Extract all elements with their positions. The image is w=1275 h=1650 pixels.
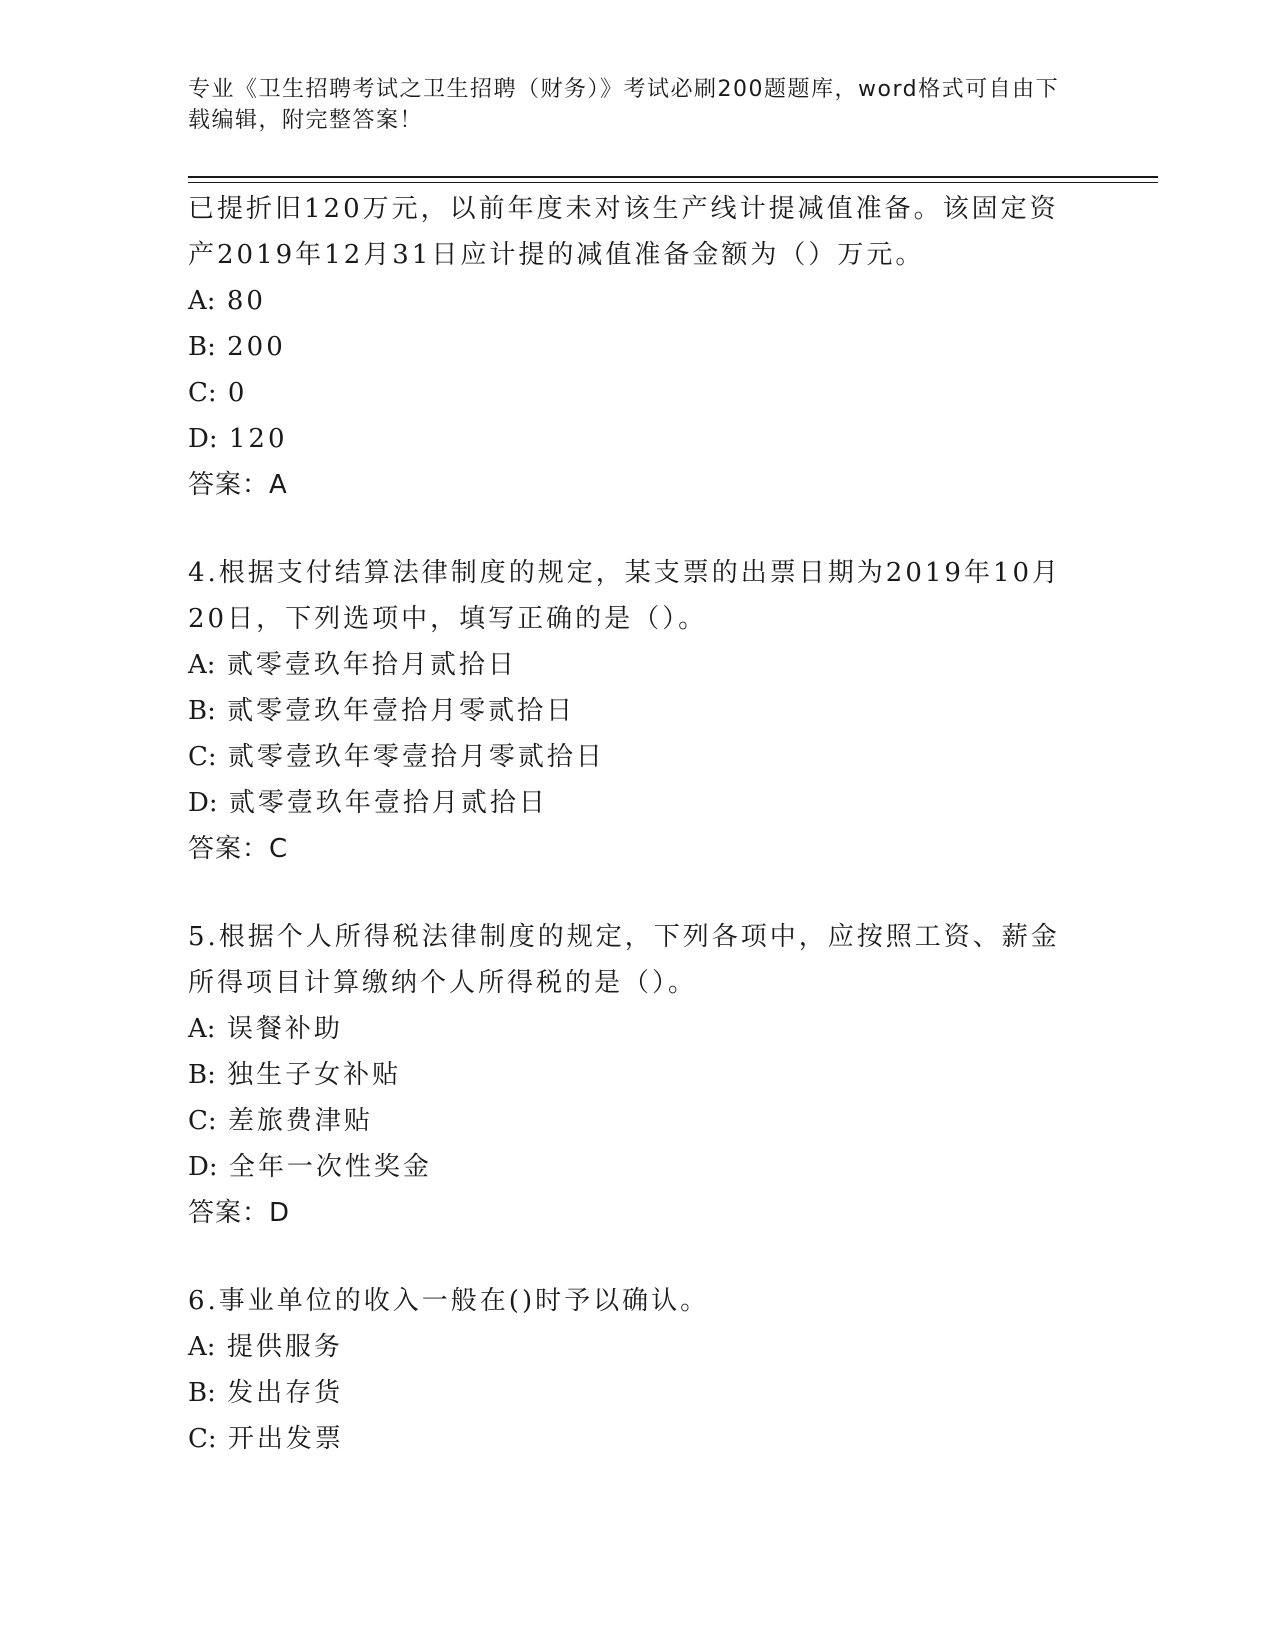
option-letter: B: bbox=[188, 1378, 216, 1408]
question-spacer bbox=[188, 1236, 1078, 1278]
option-letter: D: bbox=[188, 1152, 218, 1182]
option-letter: A: bbox=[188, 1332, 216, 1362]
answer-option bbox=[188, 780, 1078, 826]
option-letter: B: bbox=[188, 332, 216, 362]
option-letter: C: bbox=[188, 1424, 217, 1454]
option-text: 0 bbox=[227, 378, 248, 408]
question-stem-line: 已提折旧120万元，以前年度未对该生产线计提减值准备。该固定资 bbox=[188, 194, 1059, 224]
answer-option bbox=[188, 1098, 1078, 1144]
answer-option bbox=[188, 1006, 1078, 1052]
question-stem-line: 5.根据个人所得税法律制度的规定，下列各项中，应按照工资、薪金 bbox=[188, 922, 1060, 952]
question-block bbox=[188, 1278, 1078, 1462]
option-text: 独生子女补贴 bbox=[227, 1060, 402, 1090]
header-rule-thin bbox=[188, 182, 1158, 183]
option-text: 贰零壹玖年壹拾月零贰拾日 bbox=[227, 696, 576, 726]
option-letter: C: bbox=[188, 742, 217, 772]
question-block bbox=[188, 186, 1078, 508]
option-letter: B: bbox=[188, 696, 216, 726]
option-letter: D: bbox=[188, 788, 218, 818]
question-stem-line: 所得项目计算缴纳个人所得税的是（）。 bbox=[188, 968, 698, 998]
answer-key: 答案：A bbox=[188, 470, 288, 500]
option-text: 全年一次性奖金 bbox=[228, 1152, 432, 1182]
answer-key: 答案：C bbox=[188, 834, 289, 864]
question-stem-line: 6.事业单位的收入一般在()时予以确认。 bbox=[188, 1286, 710, 1316]
answer-option bbox=[188, 1144, 1078, 1190]
option-text: 发出存货 bbox=[227, 1378, 344, 1408]
option-letter: C: bbox=[188, 378, 217, 408]
option-text: 差旅费津贴 bbox=[227, 1106, 373, 1136]
answer-option bbox=[188, 278, 1078, 324]
answer-option bbox=[188, 688, 1078, 734]
question-stem-line: 20日，下列选项中，填写正确的是（）。 bbox=[188, 604, 708, 634]
header-rule-thick bbox=[188, 176, 1158, 178]
answer-option bbox=[188, 416, 1078, 462]
option-text: 200 bbox=[227, 332, 286, 362]
option-text: 贰零壹玖年零壹拾月零贰拾日 bbox=[227, 742, 605, 772]
option-text: 提供服务 bbox=[226, 1332, 343, 1362]
question-block bbox=[188, 914, 1078, 1236]
option-text: 120 bbox=[228, 424, 288, 454]
option-letter: C: bbox=[188, 1106, 217, 1136]
option-letter: A: bbox=[188, 1014, 216, 1044]
option-text: 误餐补助 bbox=[226, 1014, 343, 1044]
answer-option bbox=[188, 1416, 1078, 1462]
option-letter: A: bbox=[188, 286, 216, 316]
option-text: 开出发票 bbox=[227, 1424, 344, 1454]
option-letter: A: bbox=[188, 650, 216, 680]
answer-key: 答案：D bbox=[188, 1198, 291, 1228]
question-stem-line: 产2019年12月31日应计提的减值准备金额为（）万元。 bbox=[188, 240, 925, 270]
answer-option bbox=[188, 642, 1078, 688]
answer-option bbox=[188, 324, 1078, 370]
answer-option bbox=[188, 1052, 1078, 1098]
question-spacer bbox=[188, 872, 1078, 914]
question-spacer bbox=[188, 508, 1078, 550]
answer-option bbox=[188, 1370, 1078, 1416]
option-text: 贰零壹玖年拾月贰拾日 bbox=[226, 650, 517, 680]
document-header: 专业《卫生招聘考试之卫生招聘（财务）》考试必刷200题题库，word格式可自由下载编辑，附完整答案！ bbox=[188, 77, 1060, 133]
question-block bbox=[188, 550, 1078, 872]
option-letter: B: bbox=[188, 1060, 216, 1090]
option-text: 贰零壹玖年壹拾月贰拾日 bbox=[228, 788, 548, 818]
option-letter: D: bbox=[188, 424, 218, 454]
answer-option bbox=[188, 370, 1078, 416]
answer-option bbox=[188, 1324, 1078, 1370]
question-stem-line: 4.根据支付结算法律制度的规定，某支票的出票日期为2019年10月 bbox=[188, 558, 1062, 588]
option-text: 80 bbox=[226, 286, 266, 316]
question-list bbox=[188, 186, 1078, 1462]
answer-option bbox=[188, 734, 1078, 780]
